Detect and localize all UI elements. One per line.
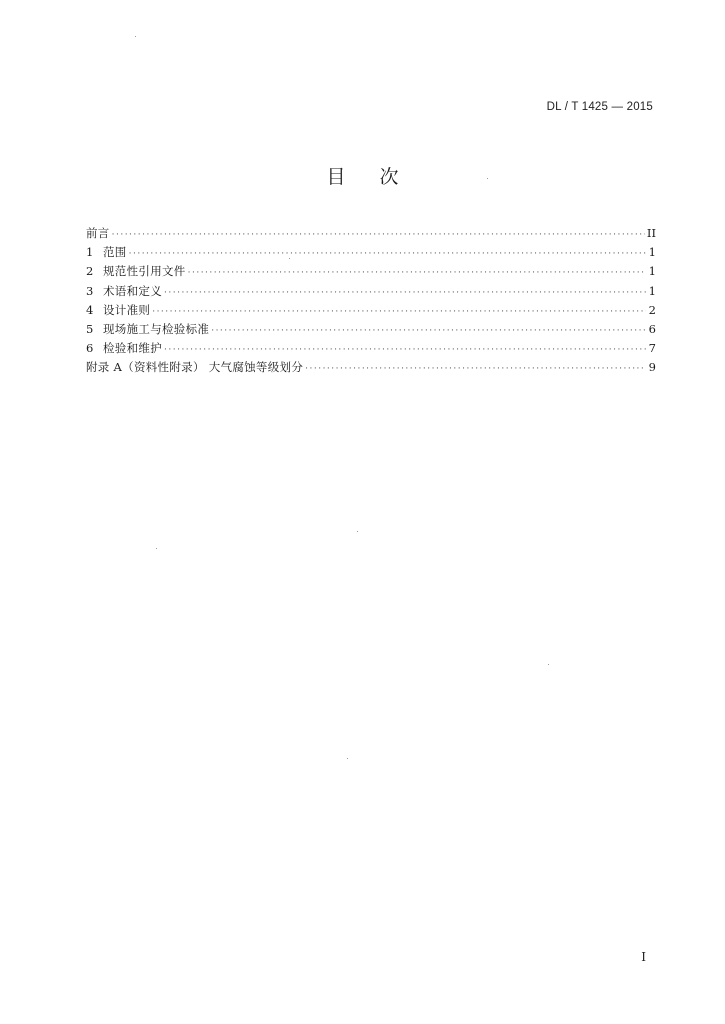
toc-entry-normative-references[interactable] (86, 262, 656, 281)
toc-dot-leader (188, 264, 646, 283)
scan-speck (135, 36, 136, 37)
page-number: I (641, 950, 646, 964)
toc-entry-page: 1 (648, 264, 656, 279)
toc-dot-leader (129, 245, 646, 264)
toc-entry-number: 1 (86, 245, 94, 260)
toc-entry-inspection-maintenance[interactable] (86, 339, 656, 358)
toc-entry-label: 检验和维护 (103, 341, 162, 356)
toc-dot-leader (164, 284, 646, 303)
toc-entry-label: 现场施工与检验标准 (103, 321, 210, 336)
scan-speck (156, 548, 157, 549)
toc-entry-page: 1 (648, 245, 656, 260)
toc-entry-scope[interactable] (86, 243, 656, 262)
toc-entry-page: II (646, 226, 656, 240)
toc-entry-design-criteria[interactable] (86, 301, 656, 320)
scan-speck (357, 531, 358, 532)
toc-entry-number: 6 (86, 341, 94, 356)
toc-entry-label: 设计准则 (103, 302, 151, 317)
toc-entry-page: 2 (648, 302, 656, 317)
standard-code: DL / T 1425 — 2015 (546, 101, 653, 113)
scan-speck (289, 258, 290, 259)
toc-entry-label: 范围 (103, 245, 127, 260)
toc-entry-page: 9 (648, 360, 656, 375)
toc-dot-leader (112, 226, 645, 245)
toc-entry-label: 术语和定义 (103, 283, 162, 298)
toc-title: 目次 (326, 166, 433, 188)
toc-entry-number: 5 (86, 321, 94, 336)
toc-dot-leader (152, 303, 646, 322)
toc-entry-label: 规范性引用文件 (103, 264, 186, 279)
toc-entry-number: 3 (86, 283, 94, 298)
toc-entry-page: 6 (648, 321, 656, 336)
toc-entry-page: 7 (648, 341, 656, 356)
toc-entry-label: 前言 (86, 226, 110, 240)
toc-entry-foreword[interactable] (86, 224, 656, 243)
toc-entry-appendix-a[interactable] (86, 358, 656, 377)
toc-entry-number: 4 (86, 302, 94, 317)
table-of-contents (86, 224, 656, 378)
toc-entry-number: 2 (86, 264, 94, 279)
toc-entry-terms-definitions[interactable] (86, 282, 656, 301)
scan-speck (347, 758, 348, 759)
toc-entry-page: 1 (648, 283, 656, 298)
toc-dot-leader (211, 322, 646, 341)
scan-speck (548, 664, 549, 665)
toc-entry-construction-inspection[interactable] (86, 320, 656, 339)
scan-speck (487, 178, 488, 179)
toc-entry-label: 附录 A（资料性附录） 大气腐蚀等级划分 (86, 360, 304, 375)
toc-dot-leader (305, 360, 646, 379)
